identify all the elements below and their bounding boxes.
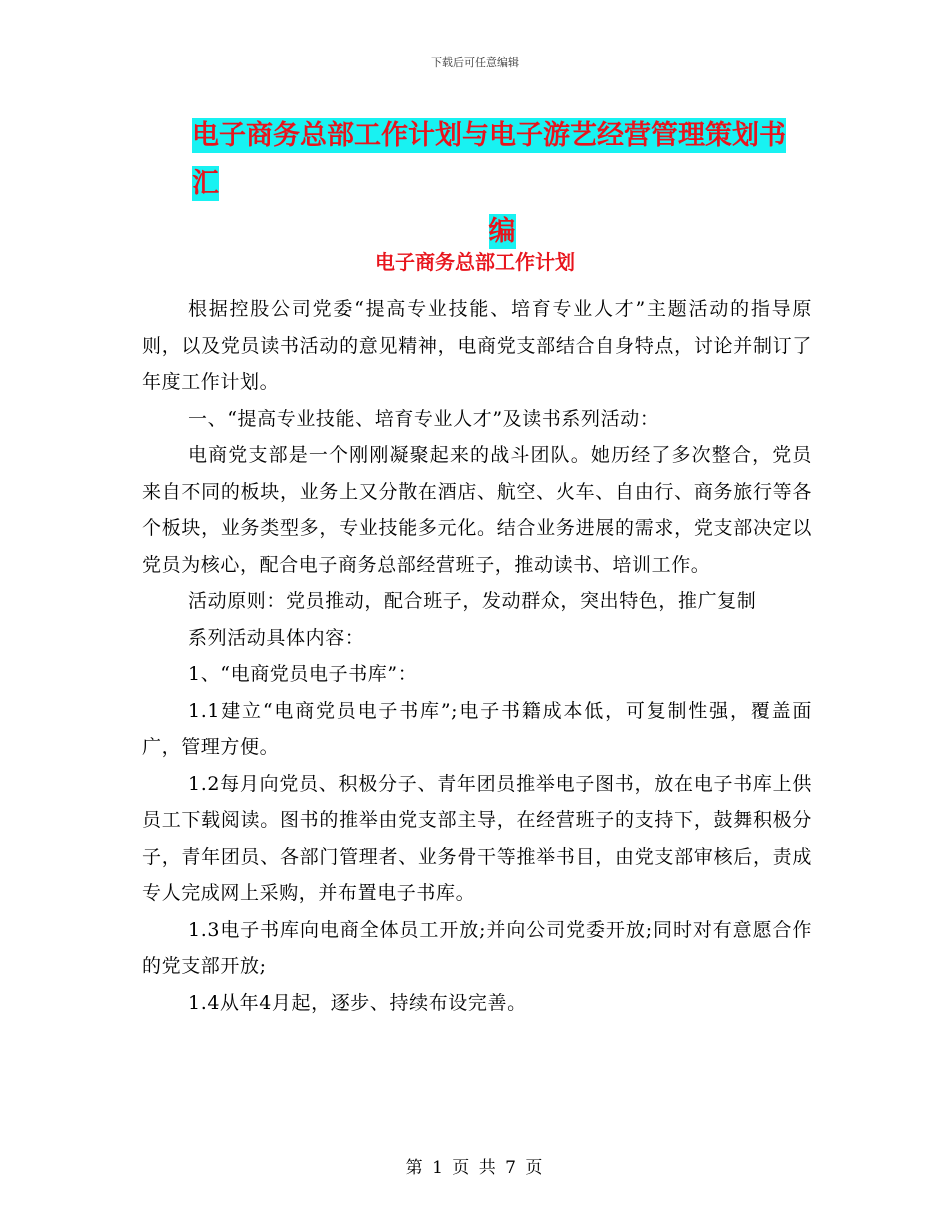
paragraph: 1.4从年4月起，逐步、持续布设完善。 [188,991,527,1014]
paragraph: 系列活动具体内容： [188,626,365,649]
body-text [142,291,812,1021]
paragraph: 一、“提高专业技能、培育专业人才”及读书系列活动： [188,407,660,430]
paragraph: 电商党支部是一个刚刚凝聚起来的战斗团队。她历经了多次整合，党员来自不同的板块，业务上又分散在酒店、航空、火车、自由行、商务旅行等各个板块，业务类型多，专业技能多元化。结合业务进展的需求，党支部决定以党员为核心，配合电子商务总部经营班子，推动读书、培训工作。 [142,444,812,576]
header-note: 下载后可任意编辑 [431,56,519,69]
paragraph: 1、“电商党员电子书库”： [188,663,418,685]
paragraph: 1.1建立“电商党员电子书库”;电子书籍成本低，可复制性强，覆盖面广，管理方便。 [142,699,812,758]
paragraph: 1.2每月向党员、积极分子、青年团员推举电子图书，放在电子书库上供员工下载阅读。图书的推举由党支部主导，在经营班子的支持下，鼓舞积极分子，青年团员、各部门管理者、业务骨干等推举书目，由党支部审核后，责成专人完成网上采购，并布置电子书库。 [142,772,812,904]
document-title-line-1: 电子商务总部工作计划与电子游艺经营管理策划书汇 [192,120,786,199]
paragraph: 根据控股公司党委“提高专业技能、培育专业人才”主题活动的指导原则，以及党员读书活动的意见精神，电商党支部结合自身特点，讨论并制订了年度工作计划。 [142,298,812,393]
page-footer: 第 1 页 共 7 页 [405,1158,545,1178]
document-title [192,112,812,256]
document-title-line-2: 编 [488,216,516,247]
section-title: 电子商务总部工作计划 [375,250,575,274]
paragraph: 活动原则：党员推动，配合班子，发动群众，突出特色，推广复制 [188,590,757,612]
paragraph: 1.3电子书库向电商全体员工开放;并向公司党委开放;同时对有意愿合作的党支部开放; [142,918,812,977]
